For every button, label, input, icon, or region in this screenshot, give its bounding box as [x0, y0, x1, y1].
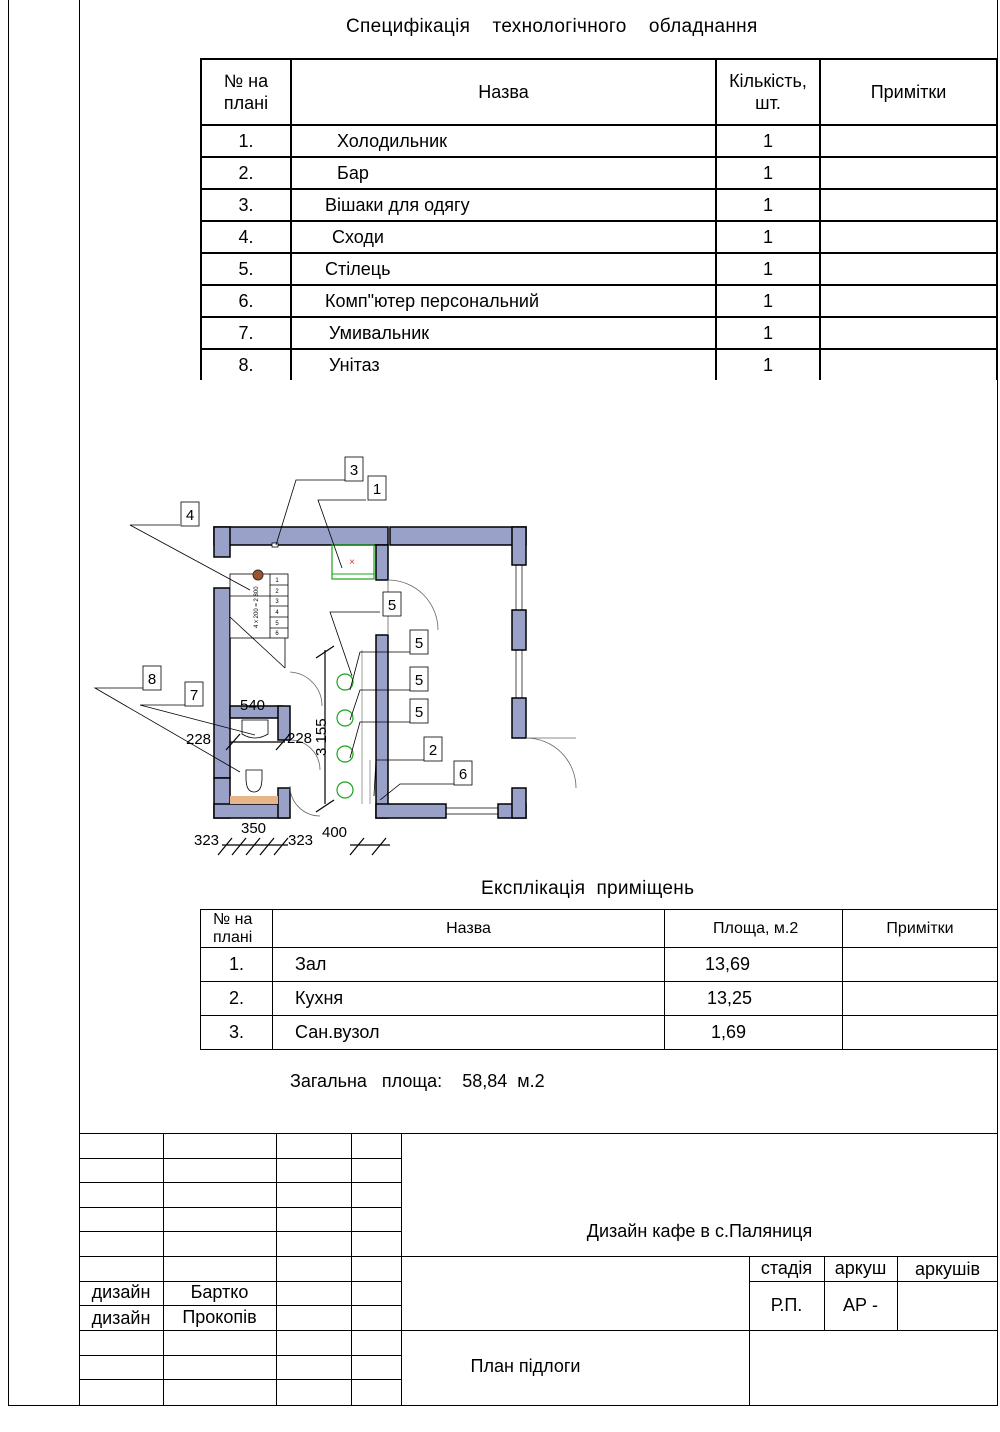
stair-post — [253, 570, 263, 580]
chair — [337, 782, 353, 798]
spec-qty: 1 — [716, 253, 820, 285]
bar-counter — [325, 650, 370, 804]
table-row — [201, 1016, 998, 1050]
leader-6 — [380, 784, 454, 800]
wall — [512, 527, 526, 565]
total-area — [290, 1071, 545, 1092]
stair-step: 1 — [275, 578, 279, 584]
stage-value: Р.П. — [770, 1295, 803, 1315]
spec-qty: 1 — [716, 317, 820, 349]
table-row — [201, 253, 997, 285]
wall — [214, 527, 230, 557]
spec-qty: 1 — [716, 157, 820, 189]
callout-label: 2 — [428, 742, 438, 759]
spec-num: 1. — [201, 125, 291, 157]
expl-notes — [843, 1016, 998, 1050]
spec-num: 6. — [201, 285, 291, 317]
spec-notes — [820, 157, 997, 189]
spec-qty: 1 — [716, 125, 820, 157]
spec-notes — [820, 189, 997, 221]
spec-qty: 1 — [716, 349, 820, 380]
dimension-label: 3 155 — [313, 718, 330, 756]
wall — [512, 698, 526, 738]
spec-qty: 1 — [716, 189, 820, 221]
dimension-label: 228 — [186, 731, 212, 748]
callout-label: 4 — [185, 507, 195, 524]
spec-num: 8. — [201, 349, 291, 380]
toilet — [246, 770, 262, 792]
table-row — [201, 982, 998, 1016]
table-row — [201, 349, 997, 380]
total-area-label: Загальна площа: — [290, 1071, 443, 1091]
wall — [376, 545, 388, 580]
hanger — [272, 543, 278, 547]
spec-num: 7. — [201, 317, 291, 349]
spec-notes — [820, 317, 997, 349]
callout-label: 8 — [147, 671, 157, 688]
spec-header-num: № на плані — [201, 59, 291, 125]
callout-label: 7 — [189, 687, 199, 704]
spec-name: Унітаз — [291, 349, 716, 380]
table-row — [201, 285, 997, 317]
table-row — [201, 221, 997, 253]
wall — [214, 527, 388, 545]
project-name: Дизайн кафе в с.Паляниця — [586, 1221, 813, 1241]
wall — [512, 610, 526, 650]
callout-label: 5 — [414, 672, 424, 689]
dimension-label: 400 — [322, 824, 348, 841]
table-row — [201, 948, 998, 982]
drawing-title: План підлоги — [470, 1356, 581, 1376]
callout-label: 1 — [372, 481, 382, 498]
spec-num: 2. — [201, 157, 291, 189]
dimension-label: 323 — [194, 832, 220, 849]
spec-notes — [820, 221, 997, 253]
expl-header-notes: Примітки — [843, 910, 998, 948]
expl-area: 13,69 — [665, 948, 843, 982]
explication-title: Експлікація приміщень — [481, 878, 695, 899]
callout-label: 5 — [414, 704, 424, 721]
spec-header-notes: Примітки — [820, 59, 997, 125]
spec-notes — [820, 285, 997, 317]
spec-name: Комп"ютер персональний — [291, 285, 716, 317]
stair-step: 5 — [275, 621, 279, 627]
spec-notes — [820, 253, 997, 285]
fridge-mark: × — [349, 557, 355, 568]
expl-name: Зал — [273, 948, 665, 982]
spec-notes — [820, 349, 997, 380]
wall — [278, 788, 290, 818]
spec-name: Умивальник — [291, 317, 716, 349]
expl-header-area: Площа, м.2 — [665, 910, 843, 948]
expl-num: 3. — [201, 1016, 273, 1050]
wall — [376, 635, 388, 818]
expl-header-num: № на плані — [201, 910, 273, 948]
stair-note: 4 x 200 = 2 800 — [254, 586, 260, 628]
spec-qty: 1 — [716, 221, 820, 253]
spec-num: 5. — [201, 253, 291, 285]
sheets-label: аркушів — [914, 1259, 981, 1279]
person-name: Прокопів — [182, 1307, 257, 1327]
role-label: дизайн — [91, 1282, 151, 1302]
expl-notes — [843, 948, 998, 982]
wall — [214, 804, 288, 818]
expl-header-name: Назва — [273, 910, 665, 948]
callout-label: 3 — [349, 462, 359, 479]
dimension-label: 540 — [240, 697, 266, 714]
spec-name: Бар — [291, 157, 716, 189]
spec-header-qty: Кількість, шт. — [716, 59, 820, 125]
callout-label: 5 — [414, 635, 424, 652]
table-row — [201, 125, 997, 157]
stair-step: 6 — [275, 631, 279, 637]
spec-notes — [820, 125, 997, 157]
table-row — [201, 317, 997, 349]
expl-notes — [843, 982, 998, 1016]
spec-num: 3. — [201, 189, 291, 221]
spec-name: Вішаки для одягу — [291, 189, 716, 221]
stair-step: 3 — [275, 599, 279, 605]
total-area-value: 58,84 м.2 — [462, 1071, 545, 1091]
stair-step: 2 — [275, 589, 279, 595]
stair-step: 4 — [275, 610, 279, 616]
spec-header-row — [201, 59, 997, 125]
expl-num: 2. — [201, 982, 273, 1016]
floor-plan — [80, 450, 620, 870]
spec-name: Сходи — [291, 221, 716, 253]
table-row — [201, 157, 997, 189]
frame-left-border — [8, 0, 9, 1406]
sheet-value: АР - — [842, 1295, 878, 1315]
person-name: Бартко — [190, 1282, 249, 1302]
spec-header-name: Назва — [291, 59, 716, 125]
wc-floor — [230, 796, 278, 804]
wall — [390, 527, 526, 545]
spec-name: Стілець — [291, 253, 716, 285]
explication-table — [200, 909, 998, 1050]
callout-label: 5 — [387, 597, 397, 614]
wall — [376, 804, 446, 818]
chair — [337, 746, 353, 762]
expl-name: Сан.вузол — [273, 1016, 665, 1050]
spec-name: Холодильник — [291, 125, 716, 157]
leader-5 — [330, 612, 380, 676]
washbasin — [242, 720, 268, 738]
spec-title: Специфікація технологічного обладнання — [346, 16, 758, 37]
expl-name: Кухня — [273, 982, 665, 1016]
wall — [512, 788, 526, 818]
role-label: дизайн — [91, 1308, 151, 1328]
title-block — [79, 1133, 998, 1406]
dimension-label: 323 — [288, 832, 314, 849]
expl-area: 13,25 — [665, 982, 843, 1016]
sheet-label: аркуш — [834, 1258, 887, 1278]
callout-label: 6 — [458, 766, 468, 783]
wall — [214, 588, 230, 778]
expl-num: 1. — [201, 948, 273, 982]
spec-qty: 1 — [716, 285, 820, 317]
table-row — [201, 189, 997, 221]
expl-area: 1,69 — [665, 1016, 843, 1050]
stage-label: стадія — [760, 1258, 813, 1278]
dimension-label: 350 — [241, 820, 267, 837]
dimension-label: 228 — [287, 730, 313, 747]
explication-header-row — [201, 910, 998, 948]
spec-table — [200, 58, 998, 380]
spec-num: 4. — [201, 221, 291, 253]
